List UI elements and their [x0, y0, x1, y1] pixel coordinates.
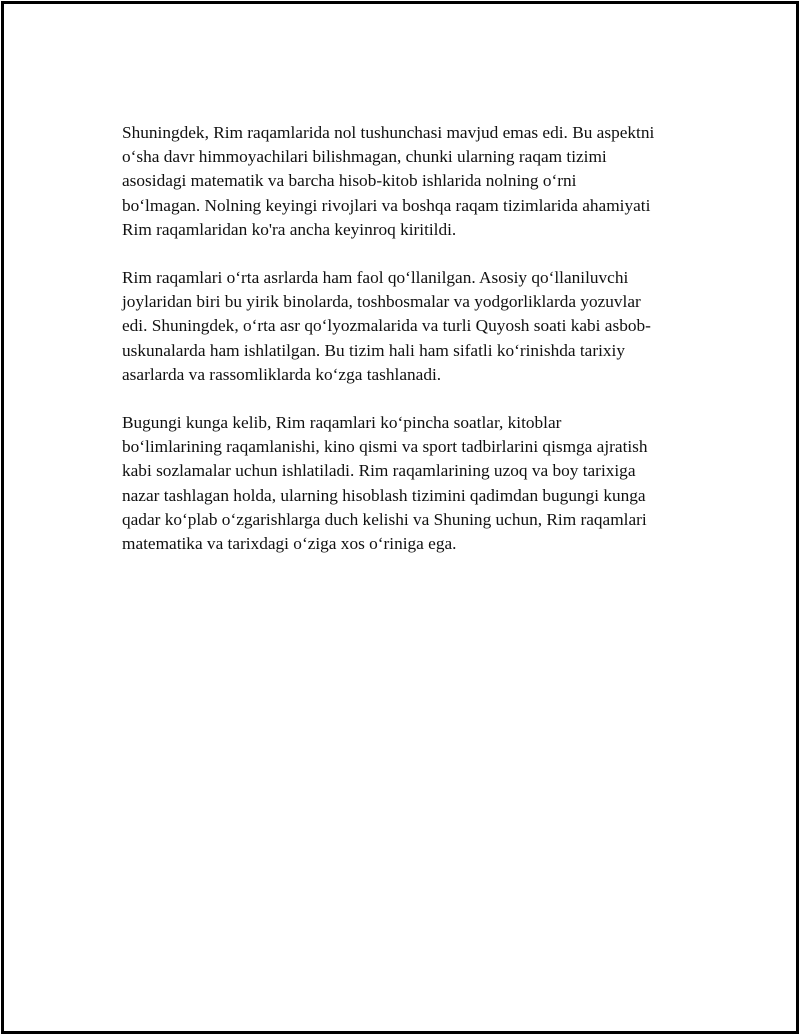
- paragraph-zero-concept: [122, 121, 702, 242]
- text-line: asosidagi matematik va barcha hisob-kitob ishlarida nolning o‘rni: [122, 171, 577, 191]
- text-line: bo‘limlarining raqamlanishi, kino qismi va sport tadbirlarini qismga ajratish: [122, 437, 648, 457]
- text-line: Bugungi kunga kelib, Rim raqamlari ko‘pincha soatlar, kitoblar: [122, 413, 562, 433]
- text-line: Rim raqamlari o‘rta asrlarda ham faol qo‘llanilgan. Asosiy qo‘llaniluvchi: [122, 268, 629, 288]
- text-line: kabi sozlamalar uchun ishlatiladi. Rim raqamlarining uzoq va boy tarixiga: [122, 461, 636, 481]
- text-line: bo‘lmagan. Nolning keyingi rivojlari va boshqa raqam tizimlarida ahamiyati: [122, 195, 651, 215]
- text-line: asarlarda va rassomliklarda ko‘zga tashlanadi.: [122, 364, 442, 384]
- text-line: Shuningdek, Rim raqamlarida nol tushunchasi mavjud emas edi. Bu aspektni: [122, 123, 655, 142]
- text-line: uskunalarda ham ishlatilgan. Bu tizim hali ham sifatli ko‘rinishda tarixiy: [122, 340, 625, 360]
- text-line: matematika va tarixdagi o‘ziga xos o‘riniga ega.: [122, 534, 457, 554]
- text-line: edi. Shuningdek, o‘rta asr qo‘lyozmalarida va turli Quyosh soati kabi asbob-: [122, 316, 651, 336]
- text-line: o‘sha davr himmoyachilari bilishmagan, chunki ularning raqam tizimi: [122, 147, 607, 167]
- page-frame: [1, 1, 799, 1034]
- document-body: [122, 121, 702, 580]
- text-line: joylaridan biri bu yirik binolarda, toshbosmalar va yodgorliklarda yozuvlar: [122, 292, 641, 312]
- paragraph-modern-use: [122, 411, 702, 556]
- paragraph-middle-ages: [122, 266, 702, 387]
- text-line: qadar ko‘plab o‘zgarishlarga duch kelishi va Shuning uchun, Rim raqamlari: [122, 509, 647, 529]
- text-line: Rim raqamlaridan ko'ra ancha keyinroq kiritildi.: [122, 219, 457, 239]
- text-line: nazar tashlagan holda, ularning hisoblash tizimini qadimdan bugungi kunga: [122, 485, 646, 505]
